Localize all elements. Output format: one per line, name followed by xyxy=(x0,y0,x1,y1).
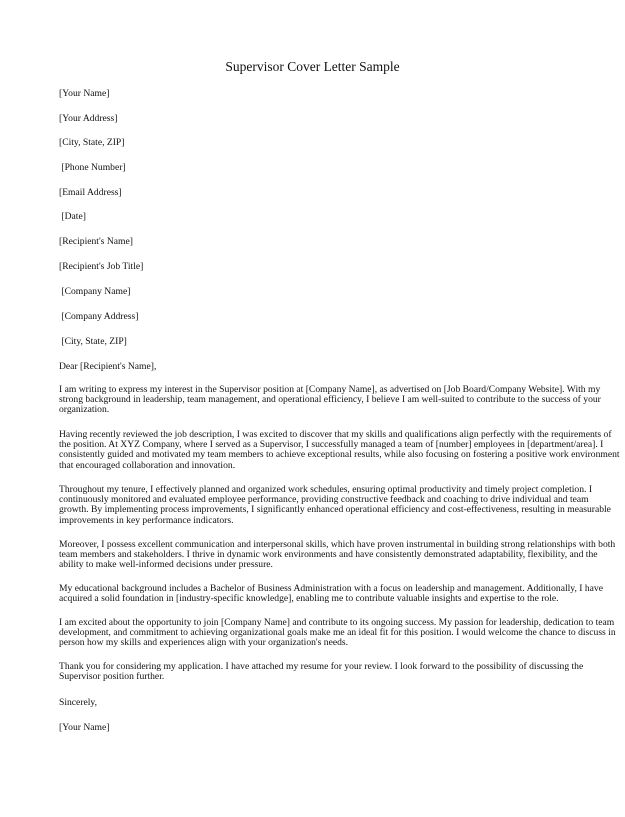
paragraph-line: continuously monitored and evaluated employee performance, providing constructive feedback and coaching to drive individual and team xyxy=(59,494,589,506)
body-paragraph xyxy=(59,617,616,649)
body-paragraph xyxy=(59,484,611,526)
paragraph-line: I am excited about the opportunity to join [Company Name] and contribute to its ongoing success. My passion for leadership, dedication to team xyxy=(59,617,615,628)
recipient-company-address: [Company Address] xyxy=(59,311,139,322)
paragraph-line: that encouraged collaboration and innovation. xyxy=(59,459,236,471)
paragraph-line: improvements in key performance indicators. xyxy=(59,514,234,526)
body-paragraph xyxy=(59,583,603,605)
body-paragraph xyxy=(59,539,616,571)
paragraph-line: consistently guided and motivated my team members to achieve exceptional results, while also focusing on fostering a positive work environment xyxy=(59,449,620,461)
paragraph-line: I am writing to express my interest in the Supervisor position at [Company Name], as advertised on [Job Board/Company Website]. With my xyxy=(59,384,601,395)
paragraph-line: ability to make well-informed decisions under pressure. xyxy=(59,559,273,571)
body-paragraph xyxy=(59,429,620,471)
sender-address: [Your Address] xyxy=(59,113,118,124)
recipient-city-state-zip: [City, State, ZIP] xyxy=(59,336,127,347)
letter-date: [Date] xyxy=(59,211,86,222)
paragraph-line: growth. By implementing process improvements, I significantly enhanced operational efficiency and cost-effectiveness, resulting in measurable xyxy=(59,504,611,516)
recipient-company-name: [Company Name] xyxy=(59,286,131,297)
paragraph-line: Throughout my tenure, I effectively planned and organized work schedules, ensuring optimal productivity and timely project completion. I xyxy=(59,484,593,495)
paragraph-line: Having recently reviewed the job description, I was excited to discover that my skills and qualifications align perfectly with the requirements of xyxy=(59,429,612,440)
closing: Sincerely, xyxy=(59,697,98,708)
sender-city-state-zip: [City, State, ZIP] xyxy=(59,137,125,148)
body-paragraph xyxy=(59,384,601,416)
paragraph-line: team members and stakeholders. I thrive in dynamic work environments and have consistently demonstrated adaptability, flexibility, and the xyxy=(59,549,598,561)
sender-phone: [Phone Number] xyxy=(59,162,126,173)
paragraph-line: acquired a solid foundation in [industry-specific knowledge], enabling me to contribute valuable insights and expertise to the role. xyxy=(59,593,559,605)
paragraph-line: the position. At XYZ Company, where I served as a Supervisor, I successfully managed a team of [number] employees in [department/area]. I xyxy=(59,439,604,451)
signature-name: [Your Name] xyxy=(59,722,110,733)
paragraph-line: My educational background includes a Bachelor of Business Administration with a focus on leadership and management. Additionally, I have xyxy=(59,583,603,594)
paragraph-line: organization. xyxy=(59,404,110,416)
sender-name: [Your Name] xyxy=(59,88,110,99)
paragraph-line: Moreover, I possess excellent communication and interpersonal skills, which have proven instrumental in building strong relationships with both xyxy=(59,539,616,550)
paragraph-line: person how my skills and experiences align with your organization's needs. xyxy=(59,637,349,649)
salutation: Dear [Recipient's Name], xyxy=(59,361,157,372)
sender-email: [Email Address] xyxy=(59,187,122,198)
paragraph-line: Thank you for considering my application. I have attached my resume for your review. I look forward to the possibility of discussing the xyxy=(59,661,584,672)
body-paragraph xyxy=(59,661,584,683)
paragraph-line: Supervisor position further. xyxy=(59,671,165,683)
paragraph-line: development, and commitment to achieving organizational goals make me an ideal fit for this position. I would welcome the chance to discuss in xyxy=(59,627,616,639)
page-title: Supervisor Cover Letter Sample xyxy=(225,59,400,74)
recipient-name: [Recipient's Name] xyxy=(59,236,133,247)
recipient-job-title: [Recipient's Job Title] xyxy=(59,261,144,272)
paragraph-line: strong background in leadership, team management, and operational efficiency, I believe I am well-suited to contribute to the success of your xyxy=(59,394,601,406)
